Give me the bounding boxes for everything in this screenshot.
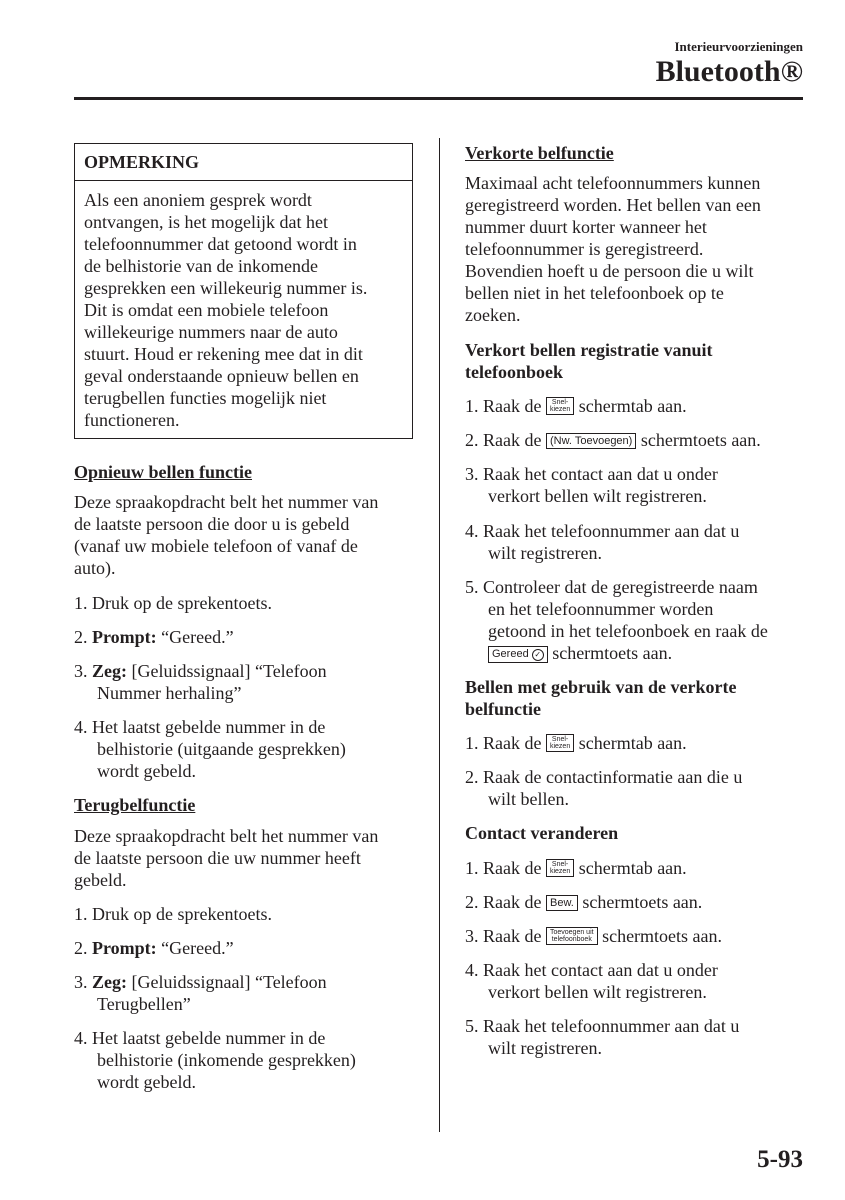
text-line: bellen niet in het telefoonboek op te [465,283,724,303]
step-text: schermtoets aan. [597,926,723,946]
redial-heading: Opnieuw bellen functie [74,462,253,482]
add-from-phonebook-button[interactable] [546,927,598,945]
change-step-3 [465,925,722,947]
change-step-5 [465,1015,739,1059]
step-number: 2. [74,938,92,958]
text-line: de laatste persoon die door u is gebeld [74,514,350,534]
step-text: 3. Raak het contact aan dat u onder [465,464,718,484]
step-text: schermtoets aan. [636,430,761,450]
step-text: “Gereed.” [156,938,234,958]
step-text: wilt bellen. [488,789,569,809]
edit-button[interactable]: Bew. [546,895,578,911]
note-line: gesprekken een willekeurig nummer is. [84,278,368,298]
step-text: schermtab aan. [574,858,687,878]
step-text: 2. Raak de [465,892,546,912]
step-text: 4. Raak het telefoonnummer aan dat u [465,521,740,541]
step-text: belhistorie (uitgaande gesprekken) [97,739,346,759]
step-text: 4. Het laatst gebelde nummer in de [74,1028,326,1048]
text-line: gebeld. [74,870,127,890]
callback-heading: Terugbelfunctie [74,795,196,815]
note-line: geval onderstaande opnieuw bellen en [84,366,359,386]
note-line: terugbellen functies mogelijk niet [84,388,327,408]
step-text: wilt registreren. [488,543,602,563]
note-line: Dit is omdat een mobiele telefoon [84,300,329,320]
step-text: getoond in het telefoonboek en raak de [488,621,768,641]
checkmark-circle-icon: ✓ [532,649,544,661]
step-number: 3. [74,661,92,681]
step-text: 1. Raak de [465,858,546,878]
step-text: [Geluidssignaal] “Telefoon [127,972,327,992]
reg-step-1 [465,395,687,417]
text-line: (vanaf uw mobiele telefoon of vanaf de [74,536,358,556]
note-title: OPMERKING [75,144,412,181]
change-heading: Contact veranderen [465,823,619,843]
header-rule [74,97,803,100]
step-text-line [465,642,768,664]
step-text: schermtoets aan. [547,643,673,663]
subheading-line: Bellen met gebruik van de verkorte [465,677,737,697]
step-text: [Geluidssignaal] “Telefoon [127,661,327,681]
text-line: auto). [74,558,116,578]
note-line: Als een anoniem gesprek wordt [84,190,312,210]
text-line: Maximaal acht telefoonnummers kunnen [465,173,761,193]
redial-step-4 [74,716,346,782]
step-text: schermtab aan. [574,396,687,416]
column-divider [439,138,440,1132]
text-line: Deze spraakopdracht belt het nummer van [74,826,379,846]
step-text: schermtoets aan. [577,892,703,912]
use-heading [465,676,736,720]
step-number: 3. [74,972,92,992]
note-line: de belhistorie van de inkomende [84,256,318,276]
step-text: 1. Raak de [465,733,546,753]
step-number: 2. [74,627,92,647]
change-step-1 [465,857,687,879]
step-label: Prompt: [92,938,157,958]
text-line: de laatste persoon die uw nummer heeft [74,848,361,868]
reg-step-2 [465,429,761,451]
step-text: 4. Het laatst gebelde nummer in de [74,717,326,737]
step-text: schermtab aan. [574,733,687,753]
note-line: functioneren. [84,410,180,430]
change-step-2 [465,891,702,913]
step-text: en het telefoonnummer worden [488,599,714,619]
step-label: Zeg: [92,661,127,681]
note-line: telefoonnummer dat getoond wordt in [84,234,357,254]
speed-dial-tab-button[interactable] [546,859,574,877]
step-text: wordt gebeld. [97,761,196,781]
button-label: Snel- [551,861,569,868]
step-text: 2. Raak de contactinformatie aan die u [465,767,743,787]
step-text: 3. Raak de [465,926,546,946]
text-line: Deze spraakopdracht belt het nummer van [74,492,379,512]
step-text: 2. Raak de [465,430,546,450]
step-text: Nummer herhaling” [97,683,242,703]
callback-intro [74,825,378,891]
note-line: ontvangen, is het mogelijk dat het [84,212,328,232]
button-label: Gereed [492,648,529,660]
speed-dial-tab-button[interactable] [546,734,574,752]
subheading-line: belfunctie [465,699,541,719]
step-label: Zeg: [92,972,127,992]
speed-heading: Verkorte belfunctie [465,143,614,163]
add-new-button[interactable]: (Nw. Toevoegen) [546,433,636,449]
speed-dial-tab-button[interactable] [546,397,574,415]
page-title: Bluetooth® [655,55,803,88]
step-text: belhistorie (inkomende gesprekken) [97,1050,356,1070]
button-label: kiezen [549,743,571,750]
use-step-1 [465,732,687,754]
section-label: Interieurvoorzieningen [674,39,803,54]
step-text: verkort bellen wilt registreren. [488,982,707,1002]
subheading-line: telefoonboek [465,362,563,382]
reg-step-5 [465,576,768,664]
redial-step-2 [74,626,234,648]
page-number: 5-93 [757,1146,803,1173]
text-line: Bovendien hoeft u de persoon die u wilt [465,261,754,281]
step-text: wordt gebeld. [97,1072,196,1092]
button-label: Toevoegen uit [549,929,594,936]
note-box [74,143,413,439]
use-step-2 [465,766,742,810]
done-button[interactable] [488,646,548,663]
step-text: verkort bellen wilt registreren. [488,486,707,506]
button-label: telefoonboek [551,936,592,943]
step-text: Terugbellen” [97,994,191,1014]
button-label: Snel- [551,399,569,406]
note-line: willekeurige nummers naar de auto [84,322,338,342]
text-line: telefoonnummer is geregistreerd. [465,239,704,259]
change-step-4 [465,959,718,1003]
speed-intro [465,172,761,326]
step-label: Prompt: [92,627,157,647]
step-text: “Gereed.” [156,627,234,647]
note-line: stuurt. Houd er rekening mee dat in dit [84,344,363,364]
reg-step-3 [465,463,718,507]
text-line: zoeken. [465,305,521,325]
reg-heading [465,339,712,383]
subheading-line: Verkort bellen registratie vanuit [465,340,713,360]
text-line: nummer duurt korter wanneer het [465,217,707,237]
callback-step-1: 1. Druk op de sprekentoets. [74,904,272,924]
redial-intro [74,491,378,579]
button-label: Snel- [551,736,569,743]
step-text: 4. Raak het contact aan dat u onder [465,960,718,980]
button-label: kiezen [549,406,571,413]
note-body [84,189,367,431]
step-text: 5. Controleer dat de geregistreerde naam [465,577,758,597]
step-text: 1. Raak de [465,396,546,416]
callback-step-3 [74,971,327,1015]
redial-step-1: 1. Druk op de sprekentoets. [74,593,272,613]
callback-step-4 [74,1027,356,1093]
step-text: wilt registreren. [488,1038,602,1058]
step-text: 5. Raak het telefoonnummer aan dat u [465,1016,740,1036]
button-label: kiezen [549,868,571,875]
text-line: geregistreerd worden. Het bellen van een [465,195,761,215]
reg-step-4 [465,520,739,564]
callback-step-2 [74,937,234,959]
redial-step-3 [74,660,327,704]
